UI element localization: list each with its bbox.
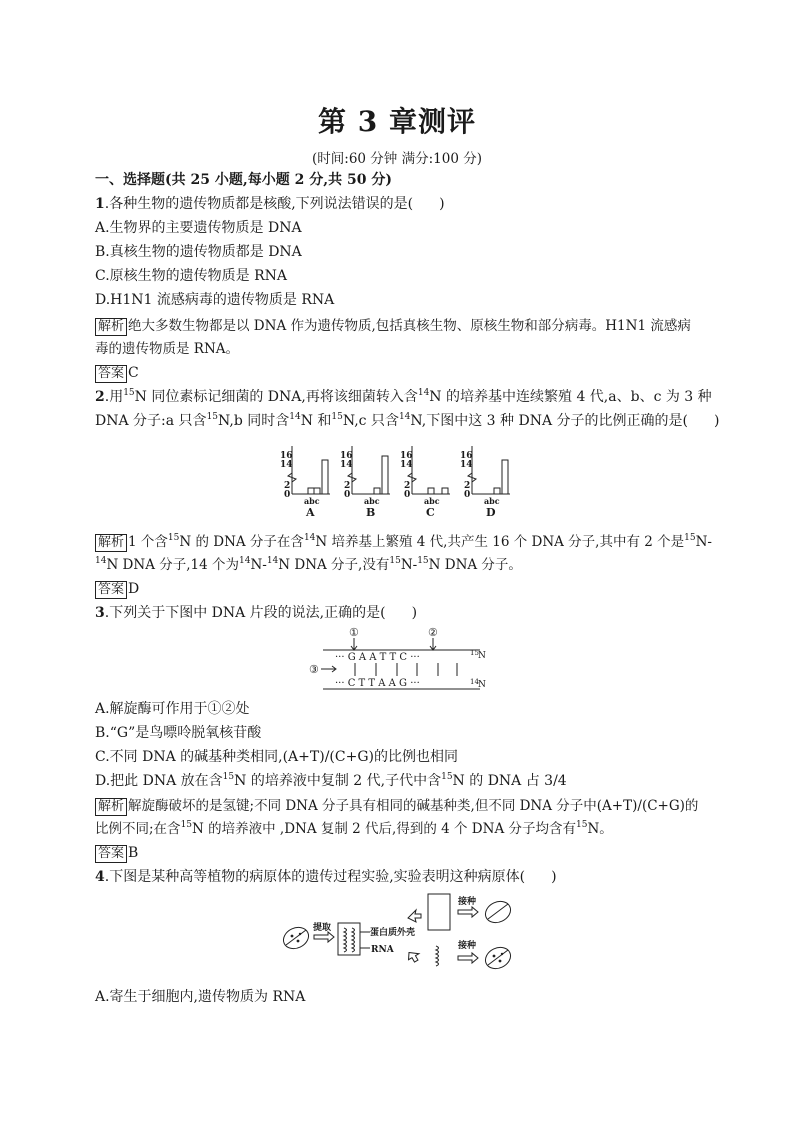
svg-text:0: 0 (344, 490, 351, 500)
q3-option-d: D.把此 DNA 放在含$^{15}$N 的培养液中复制 2 代,子代中含$^{15}$N 的 DNA 占 3/4 (95, 772, 567, 789)
answer-tag: 答案 (95, 365, 127, 383)
q2-panel-d (460, 446, 510, 519)
q1-analysis-line2: 毒的遗传物质是 RNA。 (95, 341, 240, 357)
arrow-down-icon (406, 949, 422, 965)
q2-stem-line1: 2.用$^{15}$N 同位素标记细菌的 DNA,再将该细菌转入含$^{14}$N 的培养基中连续繁殖 4 代,a、b、c 为 3 种 (95, 388, 712, 405)
svg-text:2: 2 (344, 481, 351, 491)
svg-text:abc: abc (364, 496, 380, 506)
q4-option-a: A.寄生于细胞内,遗传物质为 RNA (95, 989, 306, 1005)
svg-text:14: 14 (470, 678, 479, 686)
rna-coil-icon (436, 946, 439, 966)
q2-stem-line2: DNA 分子:a 只含$^{15}$N,b 同时含$^{14}$N 和$^{15}$N,c 只含$^{14}$N,下图中这 3 种 DNA 分子的比例正确的是( ) (95, 412, 720, 429)
svg-text:14: 14 (400, 460, 413, 470)
svg-text:abc: abc (484, 496, 500, 506)
svg-text:16: 16 (340, 451, 353, 461)
q1-answer: 答案 C (95, 363, 139, 383)
svg-text:2: 2 (464, 481, 471, 491)
q1-option-a: A.生物界的主要遗传物质是 DNA (95, 220, 302, 236)
q2-a-bar-c (322, 460, 328, 494)
svg-text:abc: abc (424, 496, 440, 506)
analysis-tag: 解析 (95, 798, 127, 816)
q1-option-c: C.原核生物的遗传物质是 RNA (95, 268, 288, 284)
q2-a-bar-b (314, 488, 320, 494)
svg-text:16: 16 (400, 451, 413, 461)
analysis-tag: 解析 (95, 318, 127, 336)
analysis-tag: 解析 (95, 534, 127, 552)
svg-text:··· G A A T T C ···: ··· G A A T T C ··· (335, 652, 420, 663)
arrow-right-icon (314, 932, 334, 942)
svg-text:2: 2 (404, 481, 411, 491)
arrow-up-right-icon (408, 910, 421, 922)
svg-text:14: 14 (460, 460, 473, 470)
answer-tag: 答案 (95, 845, 127, 863)
arrow-right-icon (458, 953, 478, 963)
q4-stem: 4.下图是某种高等植物的病原体的遗传过程实验,实验表明这种病原体( ) (95, 869, 557, 885)
q1-option-d: D.H1N1 流感病毒的遗传物质是 RNA (95, 292, 335, 308)
leaf-icon (482, 943, 514, 972)
q3-analysis-line2: 比例不同;在含$^{15}$N 的培养液中 ,DNA 复制 2 代后,得到的 4 个 DNA 分子均含有$^{15}$N。 (95, 820, 613, 837)
svg-text:B: B (366, 506, 376, 519)
svg-text:N: N (478, 651, 486, 661)
svg-text:0: 0 (464, 490, 471, 500)
svg-text:RNA: RNA (371, 945, 394, 955)
svg-text:C: C (426, 506, 435, 519)
svg-text:A: A (306, 506, 315, 519)
q2-c-bar-c (442, 488, 448, 494)
q2-d-bar-b (494, 488, 500, 494)
svg-text:2: 2 (284, 481, 291, 491)
q2-panel-a (280, 446, 330, 519)
svg-text:abc: abc (304, 496, 320, 506)
svg-text:14: 14 (340, 460, 353, 470)
q2-analysis-line2: $^{14}$N DNA 分子,14 个为$^{14}$N-$^{14}$N DNA 分子,没有$^{15}$N-$^{15}$N DNA 分子。 (95, 556, 522, 573)
answer-tag: 答案 (95, 581, 127, 599)
svg-text:15: 15 (470, 649, 479, 657)
svg-text:①: ① (349, 626, 359, 639)
q4-pathogen-experiment-figure (278, 890, 528, 980)
q1-stem: 1.各种生物的遗传物质都是核酸,下列说法错误的是( ) (95, 196, 445, 212)
q3-answer: 答案 B (95, 843, 138, 863)
q2-panel-c (400, 446, 450, 519)
svg-text:0: 0 (404, 490, 411, 500)
q2-d-bar-c (502, 460, 508, 494)
svg-text:提取: 提取 (313, 923, 332, 933)
arrow-right-icon (458, 907, 478, 917)
q2-dna-ratio-figure (272, 440, 522, 522)
svg-text:16: 16 (280, 451, 293, 461)
q2-answer: 答案 D (95, 579, 139, 599)
q2-b-bar-b (374, 488, 380, 494)
page-title: 第 3 章测评 (318, 105, 476, 138)
protein-box (428, 894, 450, 930)
q3-analysis-line1: 解析 解旋酶破坏的是氢键;不同 DNA 分子具有相同的碱基种类,但不同 DNA 分子中(A+T)/(C+G)的 (95, 796, 698, 816)
q2-analysis-line1: 解析 1 个含$^{15}$N 的 DNA 分子在含$^{14}$N 培养基上繁殖 4 代,共产生 16 个 DNA 分子,其中有 2 个是$^{15}$N- (95, 532, 712, 552)
q2-c-bar-a (428, 488, 434, 494)
q3-stem: 3.下列关于下图中 DNA 片段的说法,正确的是( ) (95, 605, 418, 621)
section-heading: 一、选择题(共 25 小题,每小题 2 分,共 50 分) (95, 172, 392, 188)
leaf-icon (280, 923, 312, 952)
q3-dna-fragment-figure (305, 624, 500, 694)
q1-analysis-line1: 解析 绝大多数生物都是以 DNA 作为遗传物质,包括真核生物、原核生物和部分病毒。H1N1 流感病 (95, 316, 691, 336)
svg-text:②: ② (428, 626, 438, 639)
exam-info: (时间:60 分钟 满分:100 分) (312, 151, 482, 167)
q3-option-a: A.解旋酶可作用于①②处 (95, 701, 250, 717)
q2-b-bar-c (382, 456, 388, 494)
q1-option-b: B.真核生物的遗传物质都是 DNA (95, 244, 302, 260)
svg-text:··· C T T A A G ···: ··· C T T A A G ··· (335, 678, 420, 689)
svg-text:N: N (478, 680, 486, 690)
q3-option-b: B.“G”是鸟嘌呤脱氧核苷酸 (95, 725, 262, 741)
svg-text:16: 16 (460, 451, 473, 461)
svg-text:接种: 接种 (458, 897, 477, 907)
svg-text:③: ③ (309, 663, 319, 676)
svg-text:D: D (486, 506, 496, 519)
svg-text:0: 0 (284, 490, 291, 500)
q2-panel-b (340, 446, 390, 519)
svg-text:14: 14 (280, 460, 293, 470)
svg-text:接种: 接种 (458, 941, 477, 951)
q2-a-bar-a (308, 488, 314, 494)
virus-box (338, 923, 360, 955)
svg-text:蛋白质外壳: 蛋白质外壳 (370, 928, 416, 938)
q3-option-c: C.不同 DNA 的碱基种类相同,(A+T)/(C+G)的比例也相同 (95, 749, 458, 765)
leaf-icon (482, 897, 514, 926)
